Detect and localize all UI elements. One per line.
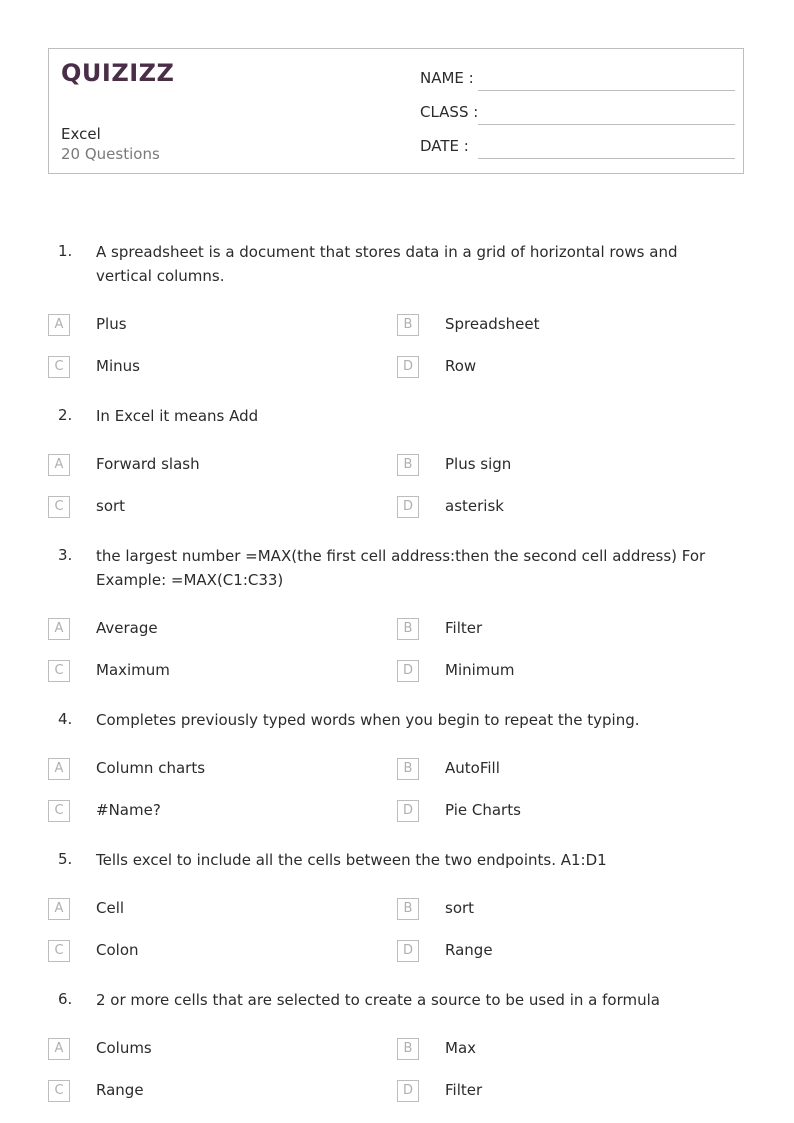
answer-option-b[interactable]	[397, 1038, 697, 1062]
answer-option-b[interactable]	[397, 618, 697, 642]
option-text: sort	[96, 497, 126, 515]
answer-option-b[interactable]	[397, 898, 697, 922]
question-number: 3.	[58, 546, 73, 564]
option-text: Forward slash	[96, 455, 200, 473]
option-letter-box[interactable]: B	[397, 454, 419, 476]
question-number: 1.	[58, 242, 73, 260]
name-label: NAME :	[420, 69, 474, 87]
answer-option-c[interactable]	[48, 1080, 348, 1104]
option-text: Plus	[96, 315, 127, 333]
answer-option-d[interactable]	[397, 496, 697, 520]
answer-option-a[interactable]	[48, 314, 348, 338]
option-letter-box[interactable]: B	[397, 618, 419, 640]
answer-option-d[interactable]	[397, 940, 697, 964]
date-field[interactable]	[420, 137, 735, 161]
option-text: AutoFill	[445, 759, 500, 777]
answer-option-d[interactable]	[397, 660, 697, 684]
option-letter-box[interactable]: A	[48, 758, 70, 780]
question-number: 4.	[58, 710, 73, 728]
option-text: sort	[445, 899, 475, 917]
answer-option-b[interactable]	[397, 758, 697, 782]
option-letter-box[interactable]: A	[48, 898, 70, 920]
option-text: Average	[96, 619, 158, 637]
option-letter-box[interactable]: C	[48, 660, 70, 682]
option-letter-box[interactable]: A	[48, 1038, 70, 1060]
option-text: Range	[96, 1081, 144, 1099]
question-text: Completes previously typed words when you begin to repeat the typing.	[96, 711, 640, 729]
answer-option-a[interactable]	[48, 898, 348, 922]
option-letter-box[interactable]: C	[48, 496, 70, 518]
name-line	[478, 90, 735, 91]
option-letter-box[interactable]: A	[48, 618, 70, 640]
option-letter-box[interactable]: D	[397, 1080, 419, 1102]
option-letter-box[interactable]: D	[397, 496, 419, 518]
answer-option-c[interactable]	[48, 660, 348, 684]
answer-option-a[interactable]	[48, 454, 348, 478]
option-letter-box[interactable]: C	[48, 356, 70, 378]
option-text: Minus	[96, 357, 140, 375]
option-text: #Name?	[96, 801, 161, 819]
question-text: A spreadsheet is a document that stores data in a grid of horizontal rows and vertical columns.	[96, 243, 678, 285]
option-letter-box[interactable]: C	[48, 940, 70, 962]
option-letter-box[interactable]: A	[48, 454, 70, 476]
option-text: Cell	[96, 899, 125, 917]
answer-option-d[interactable]	[397, 356, 697, 380]
option-letter-box[interactable]: B	[397, 898, 419, 920]
answer-option-a[interactable]	[48, 758, 348, 782]
class-field[interactable]	[420, 103, 735, 127]
option-text: Filter	[445, 619, 483, 637]
option-text: Colon	[96, 941, 139, 959]
option-text: Maximum	[96, 661, 170, 679]
option-letter-box[interactable]: B	[397, 758, 419, 780]
name-field[interactable]	[420, 69, 735, 93]
option-text: Max	[445, 1039, 477, 1057]
answer-option-a[interactable]	[48, 618, 348, 642]
option-letter-box[interactable]: C	[48, 800, 70, 822]
question-count: 20 Questions	[61, 145, 160, 163]
option-text: Colums	[96, 1039, 152, 1057]
option-letter-box[interactable]: B	[397, 1038, 419, 1060]
answer-option-c[interactable]	[48, 356, 348, 380]
option-text: Range	[445, 941, 493, 959]
question-text: In Excel it means Add	[96, 407, 259, 425]
answer-option-d[interactable]	[397, 1080, 697, 1104]
option-letter-box[interactable]: D	[397, 660, 419, 682]
answer-option-d[interactable]	[397, 800, 697, 824]
option-text: Minimum	[445, 661, 515, 679]
option-text: Filter	[445, 1081, 483, 1099]
question-text: Tells excel to include all the cells between the two endpoints. A1:D1	[96, 851, 607, 869]
option-letter-box[interactable]: B	[397, 314, 419, 336]
option-letter-box[interactable]: D	[397, 800, 419, 822]
date-label: DATE :	[420, 137, 469, 155]
answer-option-b[interactable]	[397, 314, 697, 338]
answer-option-a[interactable]	[48, 1038, 348, 1062]
question-number: 6.	[58, 990, 73, 1008]
class-line	[478, 124, 735, 125]
answer-option-c[interactable]	[48, 800, 348, 824]
option-text: Row	[445, 357, 477, 375]
worksheet-title: Excel	[61, 125, 101, 143]
question-text: 2 or more cells that are selected to create a source to be used in a formula	[96, 991, 660, 1009]
quizizz-logo: QUIZIZZ	[61, 59, 175, 87]
question-text: the largest number =MAX(the first cell address:then the second cell address) For Example: =MAX(C1:C33)	[96, 547, 706, 589]
option-letter-box[interactable]: C	[48, 1080, 70, 1102]
answer-option-c[interactable]	[48, 940, 348, 964]
question-number: 2.	[58, 406, 73, 424]
option-text: Spreadsheet	[445, 315, 540, 333]
option-letter-box[interactable]: A	[48, 314, 70, 336]
answer-option-c[interactable]	[48, 496, 348, 520]
question-number: 5.	[58, 850, 73, 868]
option-text: asterisk	[445, 497, 504, 515]
option-letter-box[interactable]: D	[397, 940, 419, 962]
option-text: Pie Charts	[445, 801, 521, 819]
option-text: Plus sign	[445, 455, 512, 473]
date-line	[478, 158, 735, 159]
answer-option-b[interactable]	[397, 454, 697, 478]
class-label: CLASS :	[420, 103, 479, 121]
option-text: Column charts	[96, 759, 206, 777]
option-letter-box[interactable]: D	[397, 356, 419, 378]
worksheet-header	[48, 48, 744, 174]
